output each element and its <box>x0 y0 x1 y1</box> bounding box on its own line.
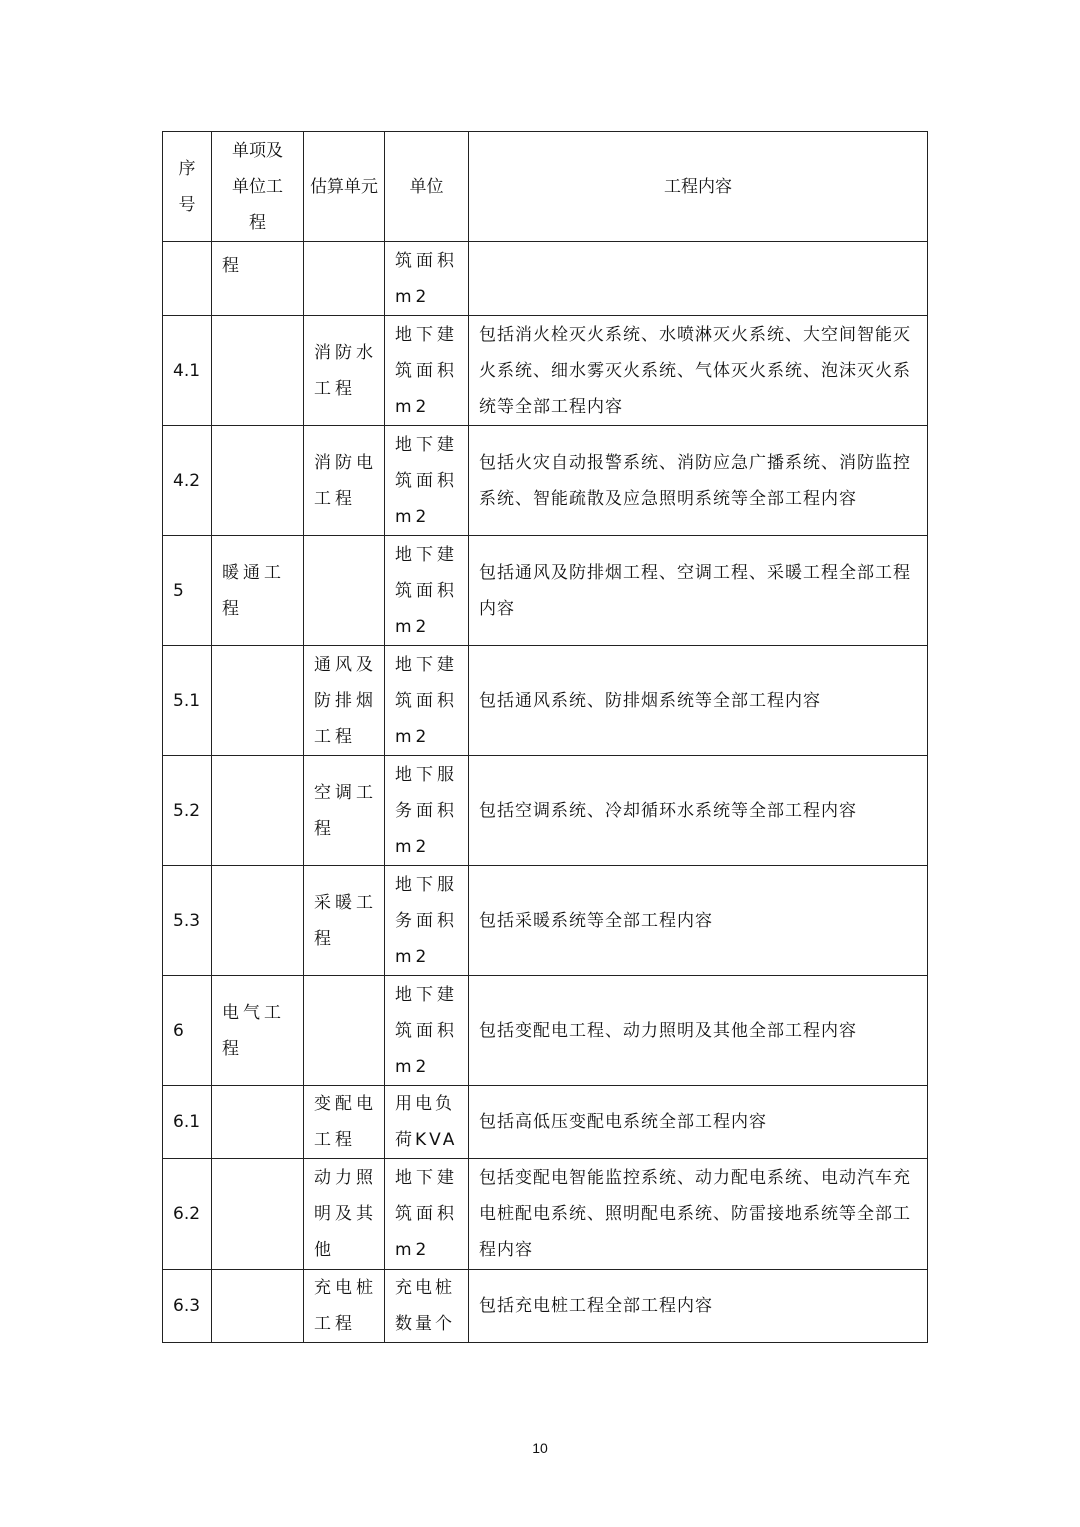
row-content: 包括采暖系统等全部工程内容 <box>469 866 928 976</box>
row-no: 4.1 <box>163 316 212 426</box>
row-no: 6.3 <box>163 1270 212 1343</box>
row-no: 6.2 <box>163 1159 212 1270</box>
row-item: 电气工程 <box>212 976 304 1086</box>
row-measure: 地下服务面积m2 <box>385 756 469 866</box>
row-measure: 地下建筑面积m2 <box>385 426 469 536</box>
row-no: 5.3 <box>163 866 212 976</box>
row-content: 包括消火栓灭火系统、水喷淋灭火系统、大空间智能灭火系统、细水雾灭火系统、气体灭火系统、泡沫灭火系统等全部工程内容 <box>469 316 928 426</box>
table-row <box>163 1270 928 1343</box>
row-no <box>163 242 212 316</box>
row-content: 包括空调系统、冷却循环水系统等全部工程内容 <box>469 756 928 866</box>
row-no: 5 <box>163 536 212 646</box>
row-item: 暖通工程 <box>212 536 304 646</box>
row-item <box>212 1270 304 1343</box>
row-no: 6.1 <box>163 1086 212 1159</box>
row-item <box>212 866 304 976</box>
row-measure: 地下建筑面积m2 <box>385 646 469 756</box>
row-estimate-unit <box>304 976 385 1086</box>
row-measure: 筑面积m2 <box>385 242 469 316</box>
table-row <box>163 426 928 536</box>
row-measure: 地下建筑面积m2 <box>385 536 469 646</box>
row-content: 包括通风系统、防排烟系统等全部工程内容 <box>469 646 928 756</box>
row-estimate-unit: 变配电工程 <box>304 1086 385 1159</box>
header-no: 序号 <box>163 132 212 242</box>
row-item <box>212 1159 304 1270</box>
row-measure: 地下建筑面积m2 <box>385 976 469 1086</box>
row-estimate-unit: 消防电工程 <box>304 426 385 536</box>
row-measure: 充电桩数量个 <box>385 1270 469 1343</box>
row-estimate-unit: 空调工程 <box>304 756 385 866</box>
row-estimate-unit <box>304 242 385 316</box>
row-content: 包括充电桩工程全部工程内容 <box>469 1270 928 1343</box>
row-no: 6 <box>163 976 212 1086</box>
row-item: 程 <box>212 242 304 316</box>
row-measure: 地下服务面积m2 <box>385 866 469 976</box>
row-content: 包括高低压变配电系统全部工程内容 <box>469 1086 928 1159</box>
header-item: 单项及单位工程 <box>212 132 304 242</box>
row-content: 包括变配电工程、动力照明及其他全部工程内容 <box>469 976 928 1086</box>
row-item <box>212 316 304 426</box>
row-no: 5.1 <box>163 646 212 756</box>
row-estimate-unit <box>304 536 385 646</box>
table-row <box>163 242 928 316</box>
row-item <box>212 1086 304 1159</box>
header-measure: 单位 <box>385 132 469 242</box>
row-estimate-unit: 通风及防排烟工程 <box>304 646 385 756</box>
row-content: 包括变配电智能监控系统、动力配电系统、电动汽车充电桩配电系统、照明配电系统、防雷接地系统等全部工程内容 <box>469 1159 928 1270</box>
page-number: 10 <box>532 1440 548 1456</box>
estimate-table <box>162 131 928 1343</box>
row-estimate-unit: 动力照明及其他 <box>304 1159 385 1270</box>
table-row <box>163 756 928 866</box>
table-row <box>163 976 928 1086</box>
table-row <box>163 866 928 976</box>
row-estimate-unit: 采暖工程 <box>304 866 385 976</box>
table-row <box>163 536 928 646</box>
row-content: 包括通风及防排烟工程、空调工程、采暖工程全部工程内容 <box>469 536 928 646</box>
row-item <box>212 756 304 866</box>
table-row <box>163 646 928 756</box>
row-content: 包括火灾自动报警系统、消防应急广播系统、消防监控系统、智能疏散及应急照明系统等全部工程内容 <box>469 426 928 536</box>
row-no: 5.2 <box>163 756 212 866</box>
row-measure: 地下建筑面积m2 <box>385 1159 469 1270</box>
row-estimate-unit: 消防水工程 <box>304 316 385 426</box>
row-no: 4.2 <box>163 426 212 536</box>
row-item <box>212 426 304 536</box>
table-row <box>163 316 928 426</box>
header-estimate-unit: 估算单元 <box>304 132 385 242</box>
table-header-row <box>163 132 928 242</box>
table-row <box>163 1159 928 1270</box>
row-measure: 地下建筑面积m2 <box>385 316 469 426</box>
table-row <box>163 1086 928 1159</box>
row-estimate-unit: 充电桩工程 <box>304 1270 385 1343</box>
row-content <box>469 242 928 316</box>
row-item <box>212 646 304 756</box>
row-measure: 用电负荷KVA <box>385 1086 469 1159</box>
header-content: 工程内容 <box>469 132 928 242</box>
